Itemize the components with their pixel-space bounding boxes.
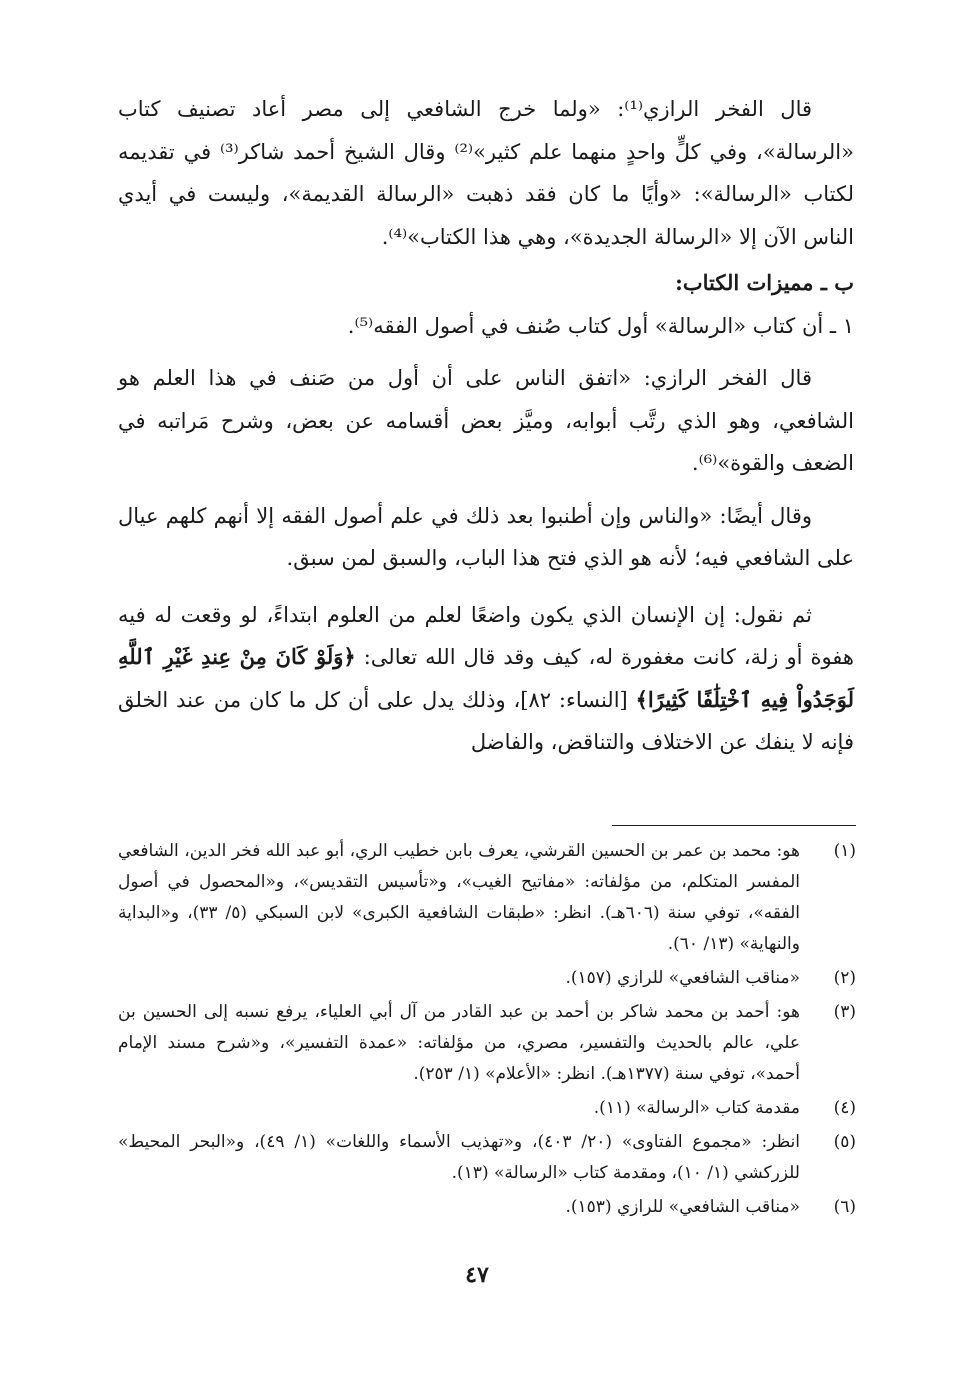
- footnote-text: «مناقب الشافعي» للرازي (١٥٧).: [565, 968, 800, 988]
- footnote-number: (١): [833, 841, 856, 861]
- footnote-text: «مناقب الشافعي» للرازي (١٥٣).: [565, 1197, 800, 1217]
- footnote: [118, 997, 856, 1090]
- footnote-number: (٢): [833, 968, 856, 988]
- paragraph-5: [118, 594, 854, 764]
- footnote-separator: [612, 825, 856, 826]
- footnote-number: (٦): [833, 1197, 856, 1217]
- footnote: [118, 836, 856, 960]
- page-number: ٤٧: [465, 1262, 489, 1288]
- footnote: [118, 963, 856, 994]
- paragraph-3: قال الفخر الرازي: «اتفق الناس على أن أول من صَنف في هذا العلم هو الشافعي، وهو الذي رتَّب أبوابه، وميَّز بعض أقسامه عن بعض، وشرح مَراتبه في الضعف والقوة»⁽⁶⁾.: [118, 366, 854, 475]
- footnotes: [118, 836, 856, 1223]
- paragraph-5-end: [النساء: ٨٢]، وذلك يدل على أن كل ما كان من عند الخلق فإنه لا ينفك عن الاختلاف والتناقض، والفاضل: [118, 687, 854, 754]
- footnote: [118, 1192, 856, 1223]
- footnote-number: (٥): [833, 1132, 856, 1152]
- paragraph-4: وقال أيضًا: «والناس وإن أطنبوا بعد ذلك في علم أصول الفقه إلا أنهم كلهم عيال على الشافعي فيه؛ لأنه هو الذي فتح هذا الباب، والسبق لمن سبق.: [118, 503, 854, 570]
- footnote: [118, 1093, 856, 1124]
- footnote-text: انظر: «مجموع الفتاوى» (٢٠/ ٤٠٣)، و«تهذيب الأسماء واللغات» (١/ ٤٩)، و«البحر المحيط» للزركشي (١/ ١٠)، ومقدمة كتاب «الرسالة» (١٣).: [118, 1132, 801, 1183]
- paragraph-2: ١ ـ أن كتاب «الرسالة» أول كتاب صُنف في أصول الفقه⁽⁵⁾.: [347, 313, 854, 338]
- footnote-number: (٤): [833, 1098, 856, 1118]
- section-heading: ب ـ مميزات الكتاب:: [675, 270, 854, 295]
- footnote-text: هو: محمد بن عمر بن الحسين القرشي، يعرف بابن خطيب الري، أبو عبد الله فخر الدين، الشافعي المفسر المتكلم، من مؤلفاته: «مفاتيح الغيب»، و«تأسيس التقديس»، و«المحصول في أصول الفقه»، توفي سنة (٦٠٦هـ). انظر: «طبقات الشافعية الكبرى» لابن السبكي (٥/ ٣٣)، و«البداية والنهاية» (١٣/ ٦٠).: [118, 841, 800, 954]
- paragraph-5-start: ثم نقول: إن الإنسان الذي يكون واضعًا لعلم من العلوم ابتداءً، لو وقعت له فيه هفوة أو زلة، كانت مغفورة له، كيف وقد قال الله تعالى:: [118, 602, 854, 669]
- footnote-number: (٣): [833, 1002, 856, 1022]
- main-text: [118, 88, 854, 764]
- paragraph-1: قال الفخر الرازي⁽¹⁾: «ولما خرج الشافعي إلى مصر أعاد تصنيف كتاب «الرسالة»، وفي كلٍّ واحدٍ منهما علم كثير»⁽²⁾ وقال الشيخ أحمد شاكر⁽³⁾ في تقديمه لكتاب «الرسالة»: «وأيًا ما كان فقد ذهبت «الرسالة القديمة»، وليست في أيدي الناس الآن إلا «الرسالة الجديدة»، وهي هذا الكتاب»⁽⁴⁾.: [118, 97, 854, 249]
- footnote: [118, 1127, 856, 1189]
- footnote-text: مقدمة كتاب «الرسالة» (١١).: [593, 1098, 800, 1118]
- footnote-text: هو: أحمد بن محمد شاكر بن أحمد بن عبد القادر من آل أبي العلياء، يرفع نسبه إلى الحسين بن علي، عالم بالحديث والتفسير، مصري، من مؤلفاته: «عمدة التفسير»، و«شرح مسند الإمام أحمد»، توفي سنة (١٣٧٧هـ). انظر: «الأعلام» (١/ ٢٥٣).: [118, 1002, 800, 1084]
- quran-verse: ﴿وَلَوْ كَانَ مِنْ عِندِ غَيْرِ ٱللَّهِ لَوَجَدُواْ فِيهِ ٱخْتِلَٰفًا كَثِيرًا﴾: [118, 644, 854, 712]
